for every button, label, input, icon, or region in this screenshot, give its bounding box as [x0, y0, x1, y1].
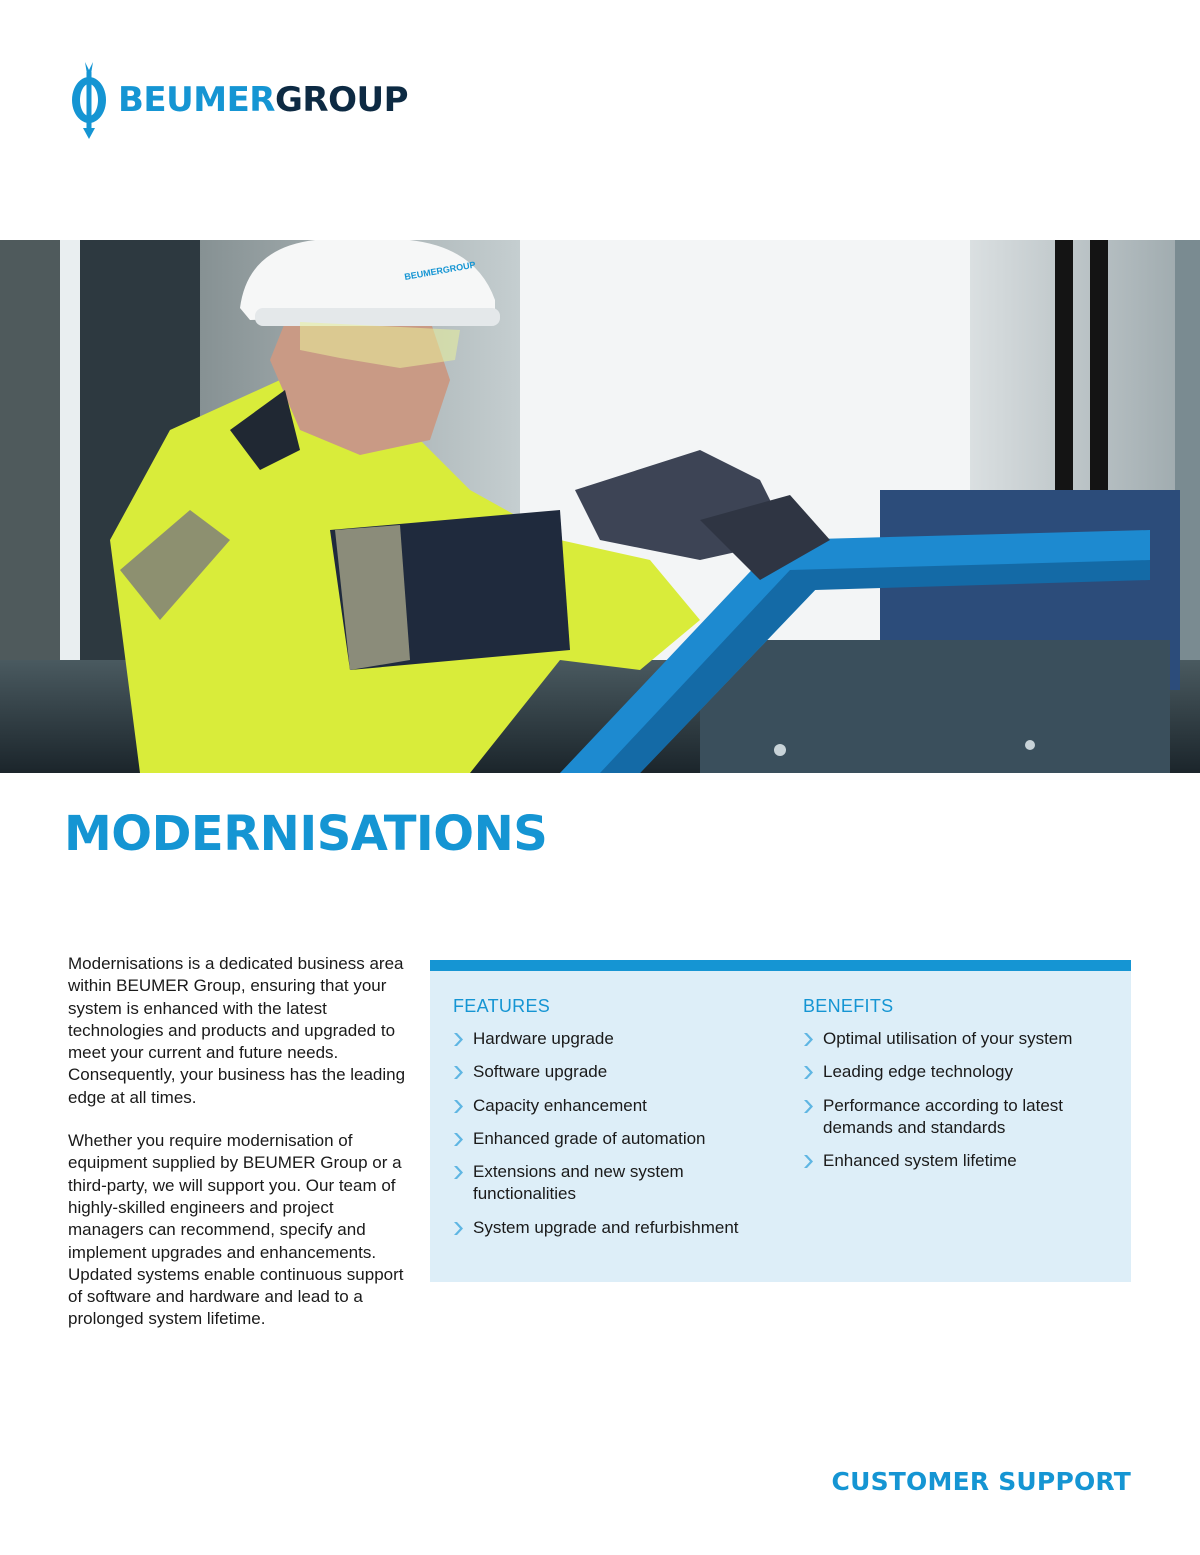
chevron-right-icon — [453, 1165, 463, 1180]
chevron-right-icon — [803, 1099, 813, 1114]
helmet-logo: BEUMERGROUP — [403, 259, 477, 282]
features-heading: FEATURES — [453, 996, 551, 1016]
feature-label: Software upgrade — [473, 1062, 608, 1082]
footer-customer-support: CUSTOMER SUPPORT — [831, 1467, 1131, 1496]
list-item — [453, 1028, 773, 1050]
chevron-right-icon — [803, 1032, 813, 1047]
chevron-right-icon — [803, 1154, 813, 1169]
intro-paragraph-1: Modernisations is a dedicated business area within BEUMER Group, ensuring that your system is enhanced with the latest technologies and products and upgraded to meet your current and future needs. Consequently, your business has the leading edge at all times. — [68, 954, 406, 1107]
feature-label: Extensions and new system functionalities — [473, 1162, 684, 1204]
list-item — [803, 1028, 1113, 1050]
intro-text — [68, 953, 413, 1352]
list-item — [803, 1150, 1113, 1172]
list-item — [453, 1217, 773, 1239]
benefit-label: Leading edge technology — [823, 1062, 1013, 1082]
chevron-right-icon — [453, 1032, 463, 1047]
hero-image — [0, 240, 1200, 773]
benefit-label: Performance according to latest demands and standards — [823, 1095, 1064, 1137]
features-column — [453, 996, 773, 1250]
feature-label: Hardware upgrade — [473, 1029, 614, 1048]
list-item — [453, 1161, 773, 1206]
features-list — [453, 1028, 773, 1239]
list-item — [803, 1095, 1113, 1140]
chevron-right-icon — [453, 1065, 463, 1080]
benefit-label: Optimal utilisation of your system — [823, 1029, 1073, 1048]
intro-paragraph-2: Whether you require modernisation of equipment supplied by BEUMER Group or a third-party, we will support you. Our team of highly-skilled engineers and project managers can recommend, specify and implement upgrades and enhancements. Updated systems enable continuous support of software and hardware and lead to a prolonged system lifetime. — [68, 1131, 404, 1329]
brand-wordmark — [118, 80, 409, 120]
beumer-arrow-logo-icon — [66, 60, 112, 140]
benefit-label: Enhanced system lifetime — [823, 1151, 1017, 1171]
feature-label: Capacity enhancement — [473, 1095, 647, 1115]
list-item — [453, 1061, 773, 1083]
feature-label: Enhanced grade of automation — [473, 1128, 706, 1148]
chevron-right-icon — [453, 1099, 463, 1114]
brand-logo — [66, 60, 408, 140]
chevron-right-icon — [803, 1065, 813, 1080]
chevron-right-icon — [453, 1221, 463, 1236]
list-item — [453, 1128, 773, 1150]
feature-label: System upgrade and refurbishment — [473, 1217, 739, 1237]
benefits-list — [803, 1028, 1113, 1172]
list-item — [803, 1061, 1113, 1083]
chevron-right-icon — [453, 1132, 463, 1147]
worker-photo-icon — [0, 240, 1200, 773]
benefits-column — [803, 996, 1113, 1183]
page-title: MODERNISATIONS — [64, 806, 548, 862]
features-benefits-panel — [430, 960, 1131, 1282]
brand-name-beumer: BEUMER — [118, 80, 275, 120]
brand-name-group: GROUP — [275, 80, 409, 120]
benefits-heading: BENEFITS — [803, 996, 894, 1016]
list-item — [453, 1095, 773, 1117]
